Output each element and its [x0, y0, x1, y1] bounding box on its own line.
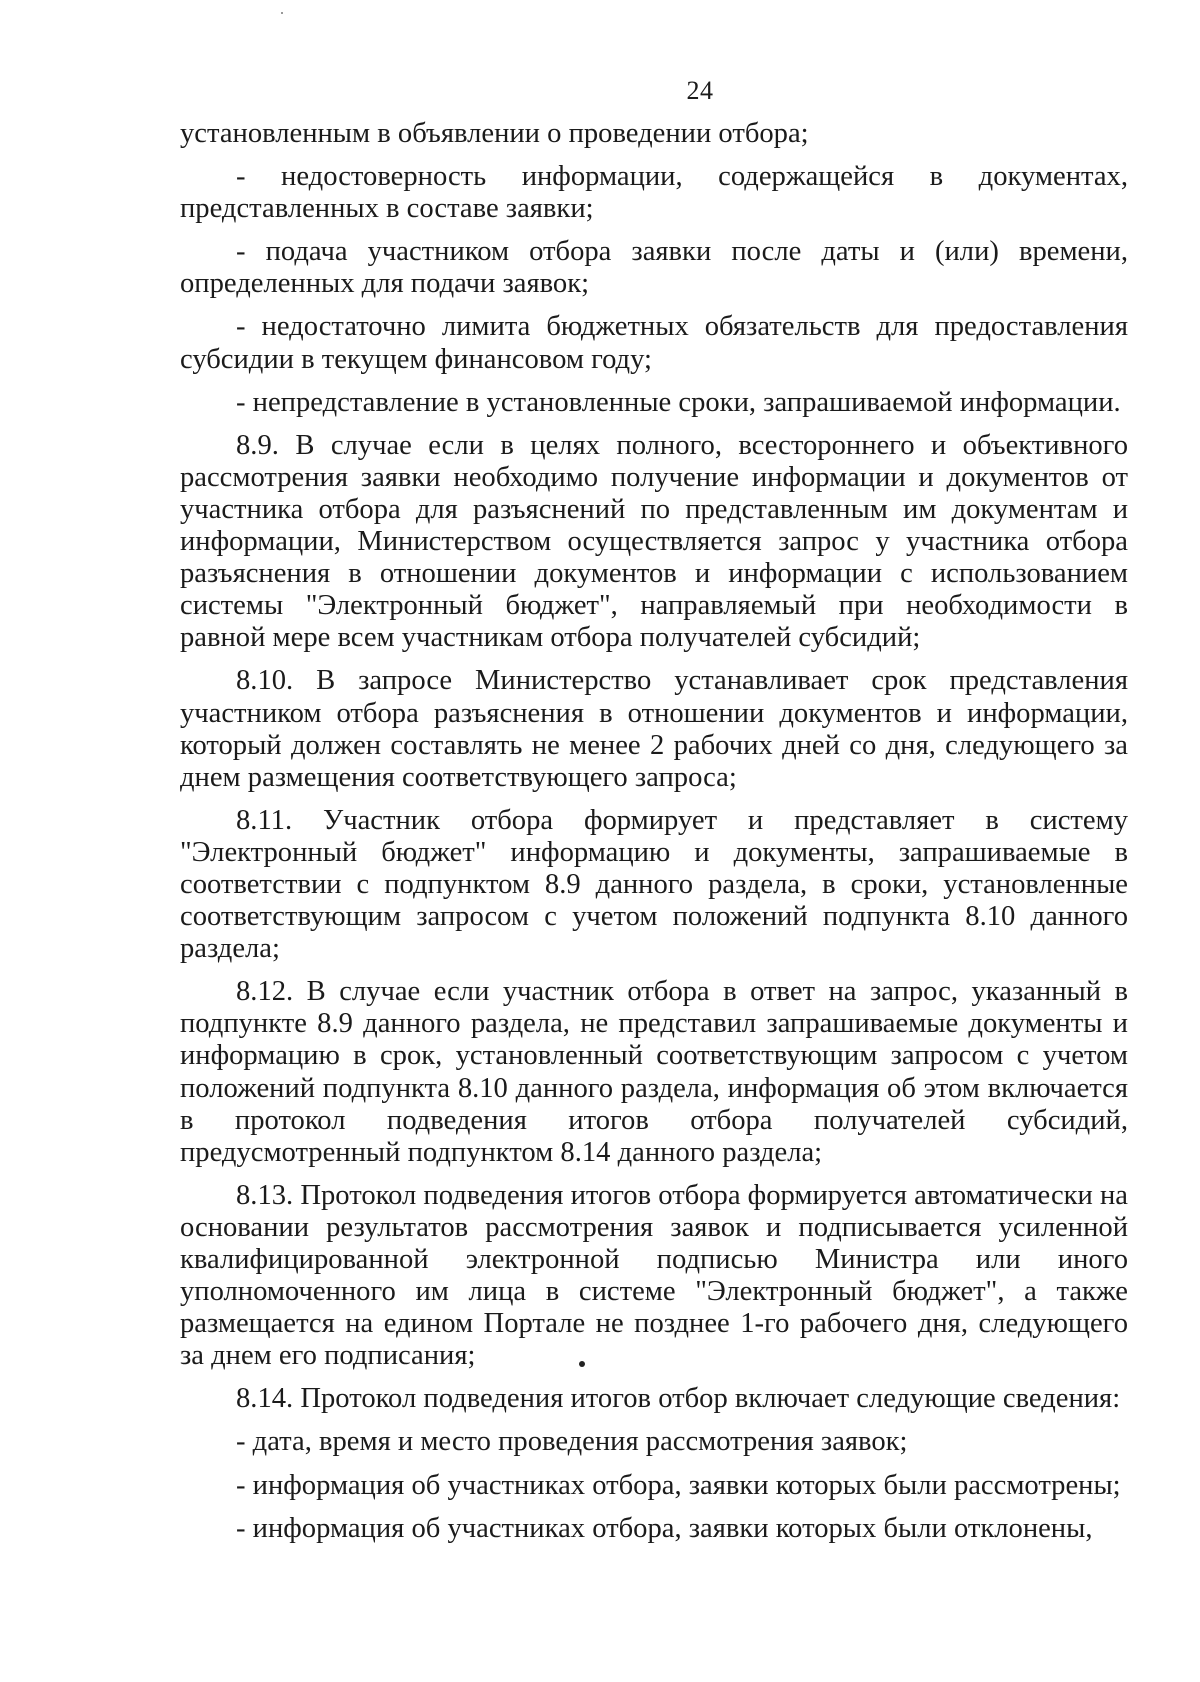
page-number: 24 [686, 76, 714, 105]
scan-speck [281, 12, 283, 14]
list-item-date-time-place: - дата, время и место проведения рассмотрения заявок; [236, 1426, 908, 1458]
list-item-unreliable-info: - недостоверность информации, содержащейся в документах, представленных в составе заявки; [180, 161, 1128, 225]
paragraph-continuation: установленным в объявлении о проведении отбора; [180, 118, 809, 149]
clause-8-9: 8.9. В случае если в целях полного, всестороннего и объективного рассмотрения заявки необходимо получение информации и документов от участника отбора для разъяснений по представленным им документам и информации, Министерством осуществляется запрос у участника отбора разъяснения в отношении документов и информации с использованием системы "Электронный бюджет", направляемый при необходимости в равной мере всем участникам отбора получателей субсидий; [180, 429, 1128, 654]
clause-8-14: 8.14. Протокол подведения итогов отбор включает следующие сведения: [236, 1383, 1121, 1415]
scan-speck [579, 1361, 585, 1367]
list-item-reviewed-participants: - информация об участниках отбора, заявки которых были рассмотрены; [236, 1469, 1121, 1501]
clause-8-10: 8.10. В запросе Министерство устанавливает срок представления участником отбора разъяснения в отношении документов и информации, который должен составлять не менее 2 рабочих дней со дня, следующего за днем размещения соответствующего запроса; [180, 665, 1128, 793]
clause-8-13: 8.13. Протокол подведения итогов отбора формируется автоматически на основании результатов рассмотрения заявок и подписывается усиленной квалифицированной электронной подписью Министра или иного уполномоченного им лица в системе "Электронный бюджет", а также размещается на едином Портале не позднее 1-го рабочего дня, следующего за днем его подписания; [180, 1179, 1128, 1372]
list-item-rejected-participants: - информация об участниках отбора, заявки которых были отклонены, [236, 1512, 1093, 1544]
list-item-insufficient-limit: - недостаточно лимита бюджетных обязательств для предоставления субсидии в текущем финансовом году; [180, 311, 1128, 375]
clause-8-11: 8.11. Участник отбора формирует и представляет в систему "Электронный бюджет" информацию и документы, запрашиваемые в соответствии с подпунктом 8.9 данного раздела, в сроки, установленные соответствующим запросом с учетом положений подпункта 8.10 данного раздела; [180, 804, 1128, 965]
list-item-late-submission: - подача участником отбора заявки после даты и (или) времени, определенных для подачи заявок; [180, 236, 1128, 300]
clause-8-12: 8.12. В случае если участник отбора в ответ на запрос, указанный в подпункте 8.9 данного раздела, не представил запрашиваемые документы и информацию в срок, установленный соответствующим запросом с учетом положений подпункта 8.10 данного раздела, информация об этом включается в протокол подведения итогов отбора получателей субсидий, предусмотренный подпунктом 8.14 данного раздела; [180, 976, 1128, 1168]
document-body [180, 118, 1128, 1556]
list-item-non-submission: - непредставление в установленные сроки, запрашиваемой информации. [236, 386, 1121, 418]
